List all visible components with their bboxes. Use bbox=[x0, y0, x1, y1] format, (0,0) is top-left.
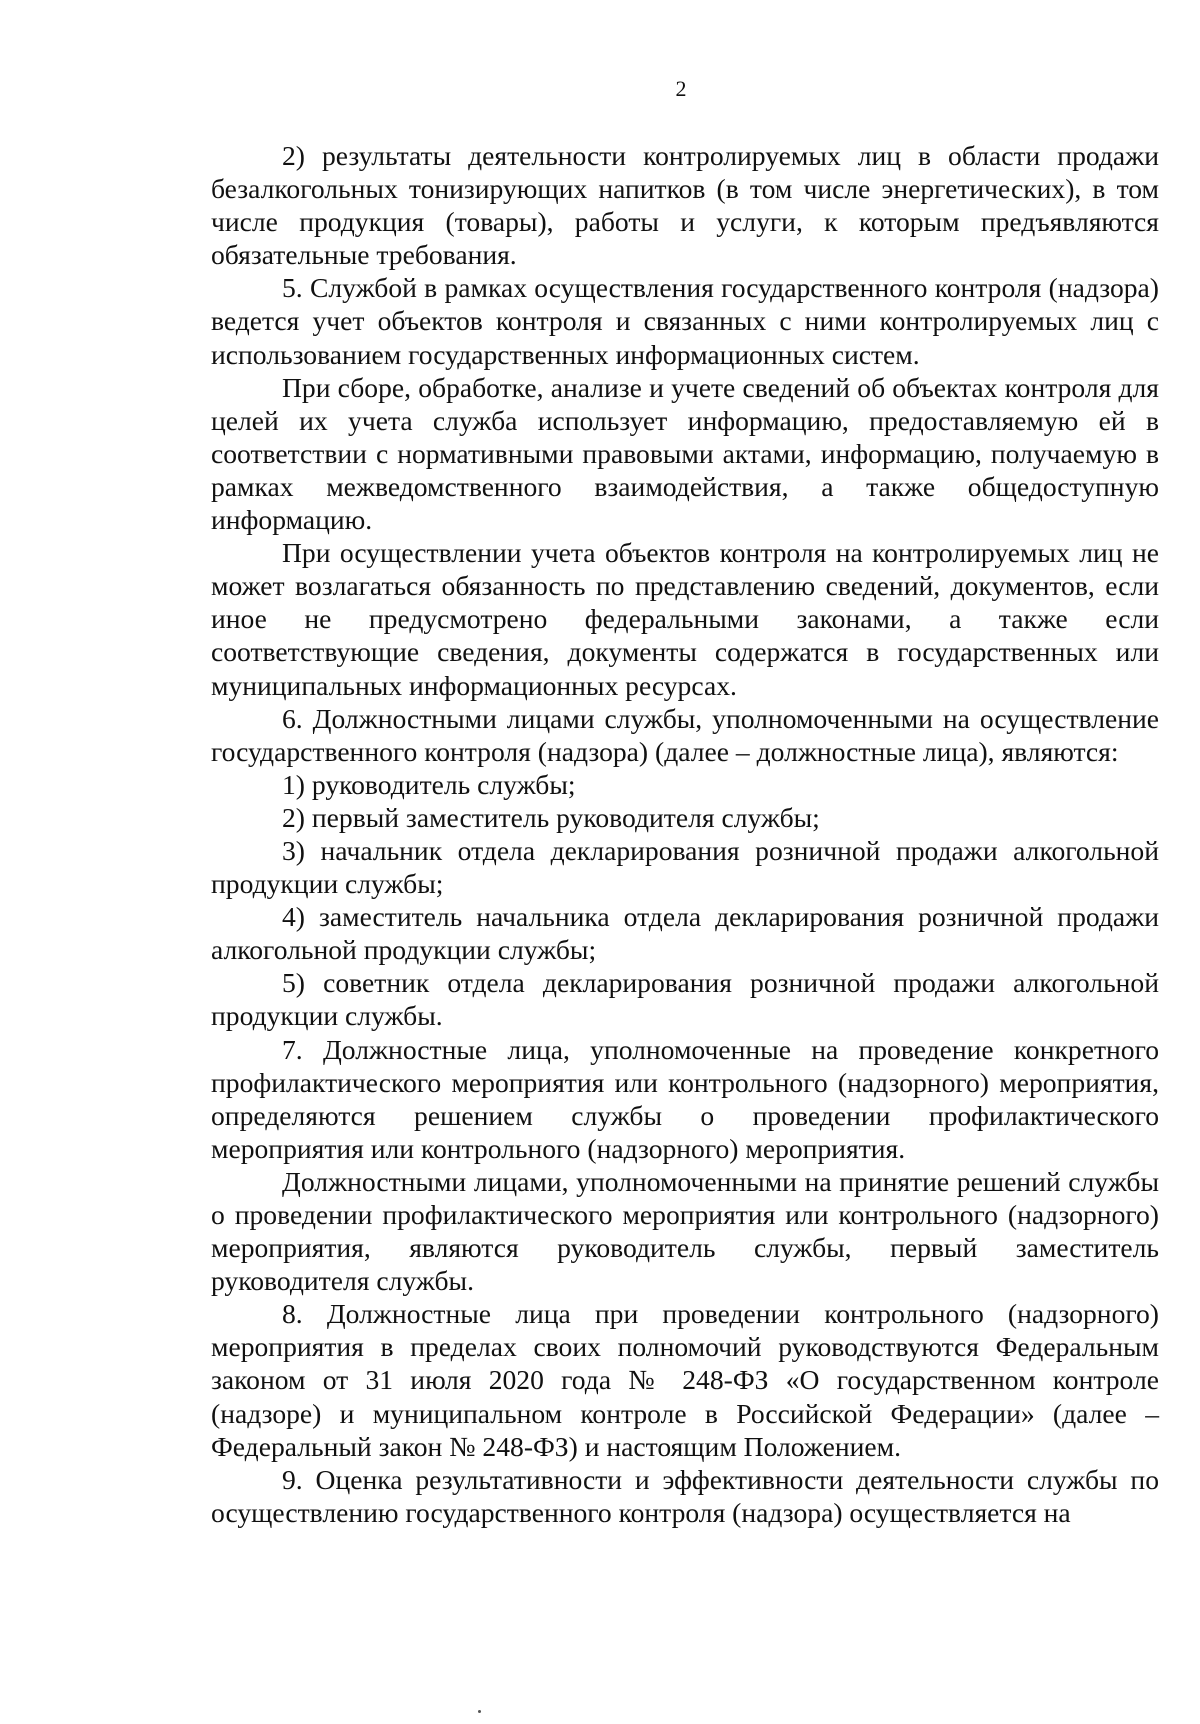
list-item-head: 1) руководитель службы; bbox=[282, 768, 576, 800]
paragraph-5-accounting: 5. Службой в рамках осуществления государственного контроля (надзора) ведется учет объектов контроля и связанных с ними контролируемых лиц с использованием государственных информационных систем. bbox=[211, 272, 1159, 370]
paragraph-6-officials: 6. Должностными лицами службы, уполномоченными на осуществление государственного контроля (надзора) (далее – должностные лица), являются: bbox=[211, 702, 1159, 767]
list-item-first-deputy: 2) первый заместитель руководителя службы; bbox=[282, 801, 820, 833]
paragraph-information-collection: При сборе, обработке, анализе и учете сведений об объектах контроля для целей их учета служба использует информацию, предоставляемую ей в соответствии с нормативными правовыми актами, информацию, получаемую в рамках межведомственного взаимодействия, а также общедоступную информацию. bbox=[211, 371, 1159, 536]
list-item-deputy-department-head: 4) заместитель начальника отдела декларирования розничной продажи алкогольной продукции службы; bbox=[211, 901, 1159, 966]
paragraph-decision-makers: Должностными лицами, уполномоченными на принятие решений службы о проведении профилактического мероприятия или контрольного (надзорного) мероприятия, являются руководитель службы, первый заместитель руководителя службы. bbox=[211, 1165, 1159, 1297]
document-body bbox=[211, 139, 1159, 1529]
page-number: 2 bbox=[675, 76, 687, 101]
list-item-department-head: 3) начальник отдела декларирования розничной продажи алкогольной продукции службы; bbox=[211, 834, 1159, 900]
list-item-advisor: 5) советник отдела декларирования розничной продажи алкогольной продукции службы. bbox=[211, 967, 1159, 1032]
paragraph-7-authorized-officials: 7. Должностные лица, уполномоченные на проведение конкретного профилактического мероприятия или контрольного (надзорного) мероприятия, определяются решением службы о проведении профилактического мероприятия или контрольного (надзорного) мероприятия. bbox=[211, 1033, 1159, 1164]
paragraph-8-federal-law: 8. Должностные лица при проведении контрольного (надзорного) мероприятия в пределах своих полномочий руководствуются Федеральным законом от 31 июля 2020 года № 248-ФЗ «О государственном контроле (надзоре) и муниципальном контроле в Российской Федерации» (далее – Федеральный закон № 248-ФЗ) и настоящим Положением. bbox=[211, 1298, 1159, 1462]
paragraph-9-evaluation: 9. Оценка результативности и эффективности деятельности службы по осуществлению государственного контроля (надзора) осуществляется на bbox=[211, 1463, 1159, 1528]
paragraph-no-obligation: При осуществлении учета объектов контроля на контролируемых лиц не может возлагаться обязанность по представлению сведений, документов, если иное не предусмотрено федеральными законами, а также если соответствующие сведения, документы содержатся в государственных или муниципальных информационных ресурсах. bbox=[211, 537, 1159, 701]
paragraph-item-2-results: 2) результаты деятельности контролируемых лиц в области продажи безалкогольных тонизирующих напитков (в том числе энергетических), в том числе продукция (товары), работы и услуги, к которым предъявляются обязательные требования. bbox=[211, 140, 1159, 271]
scan-speck bbox=[478, 1710, 481, 1713]
